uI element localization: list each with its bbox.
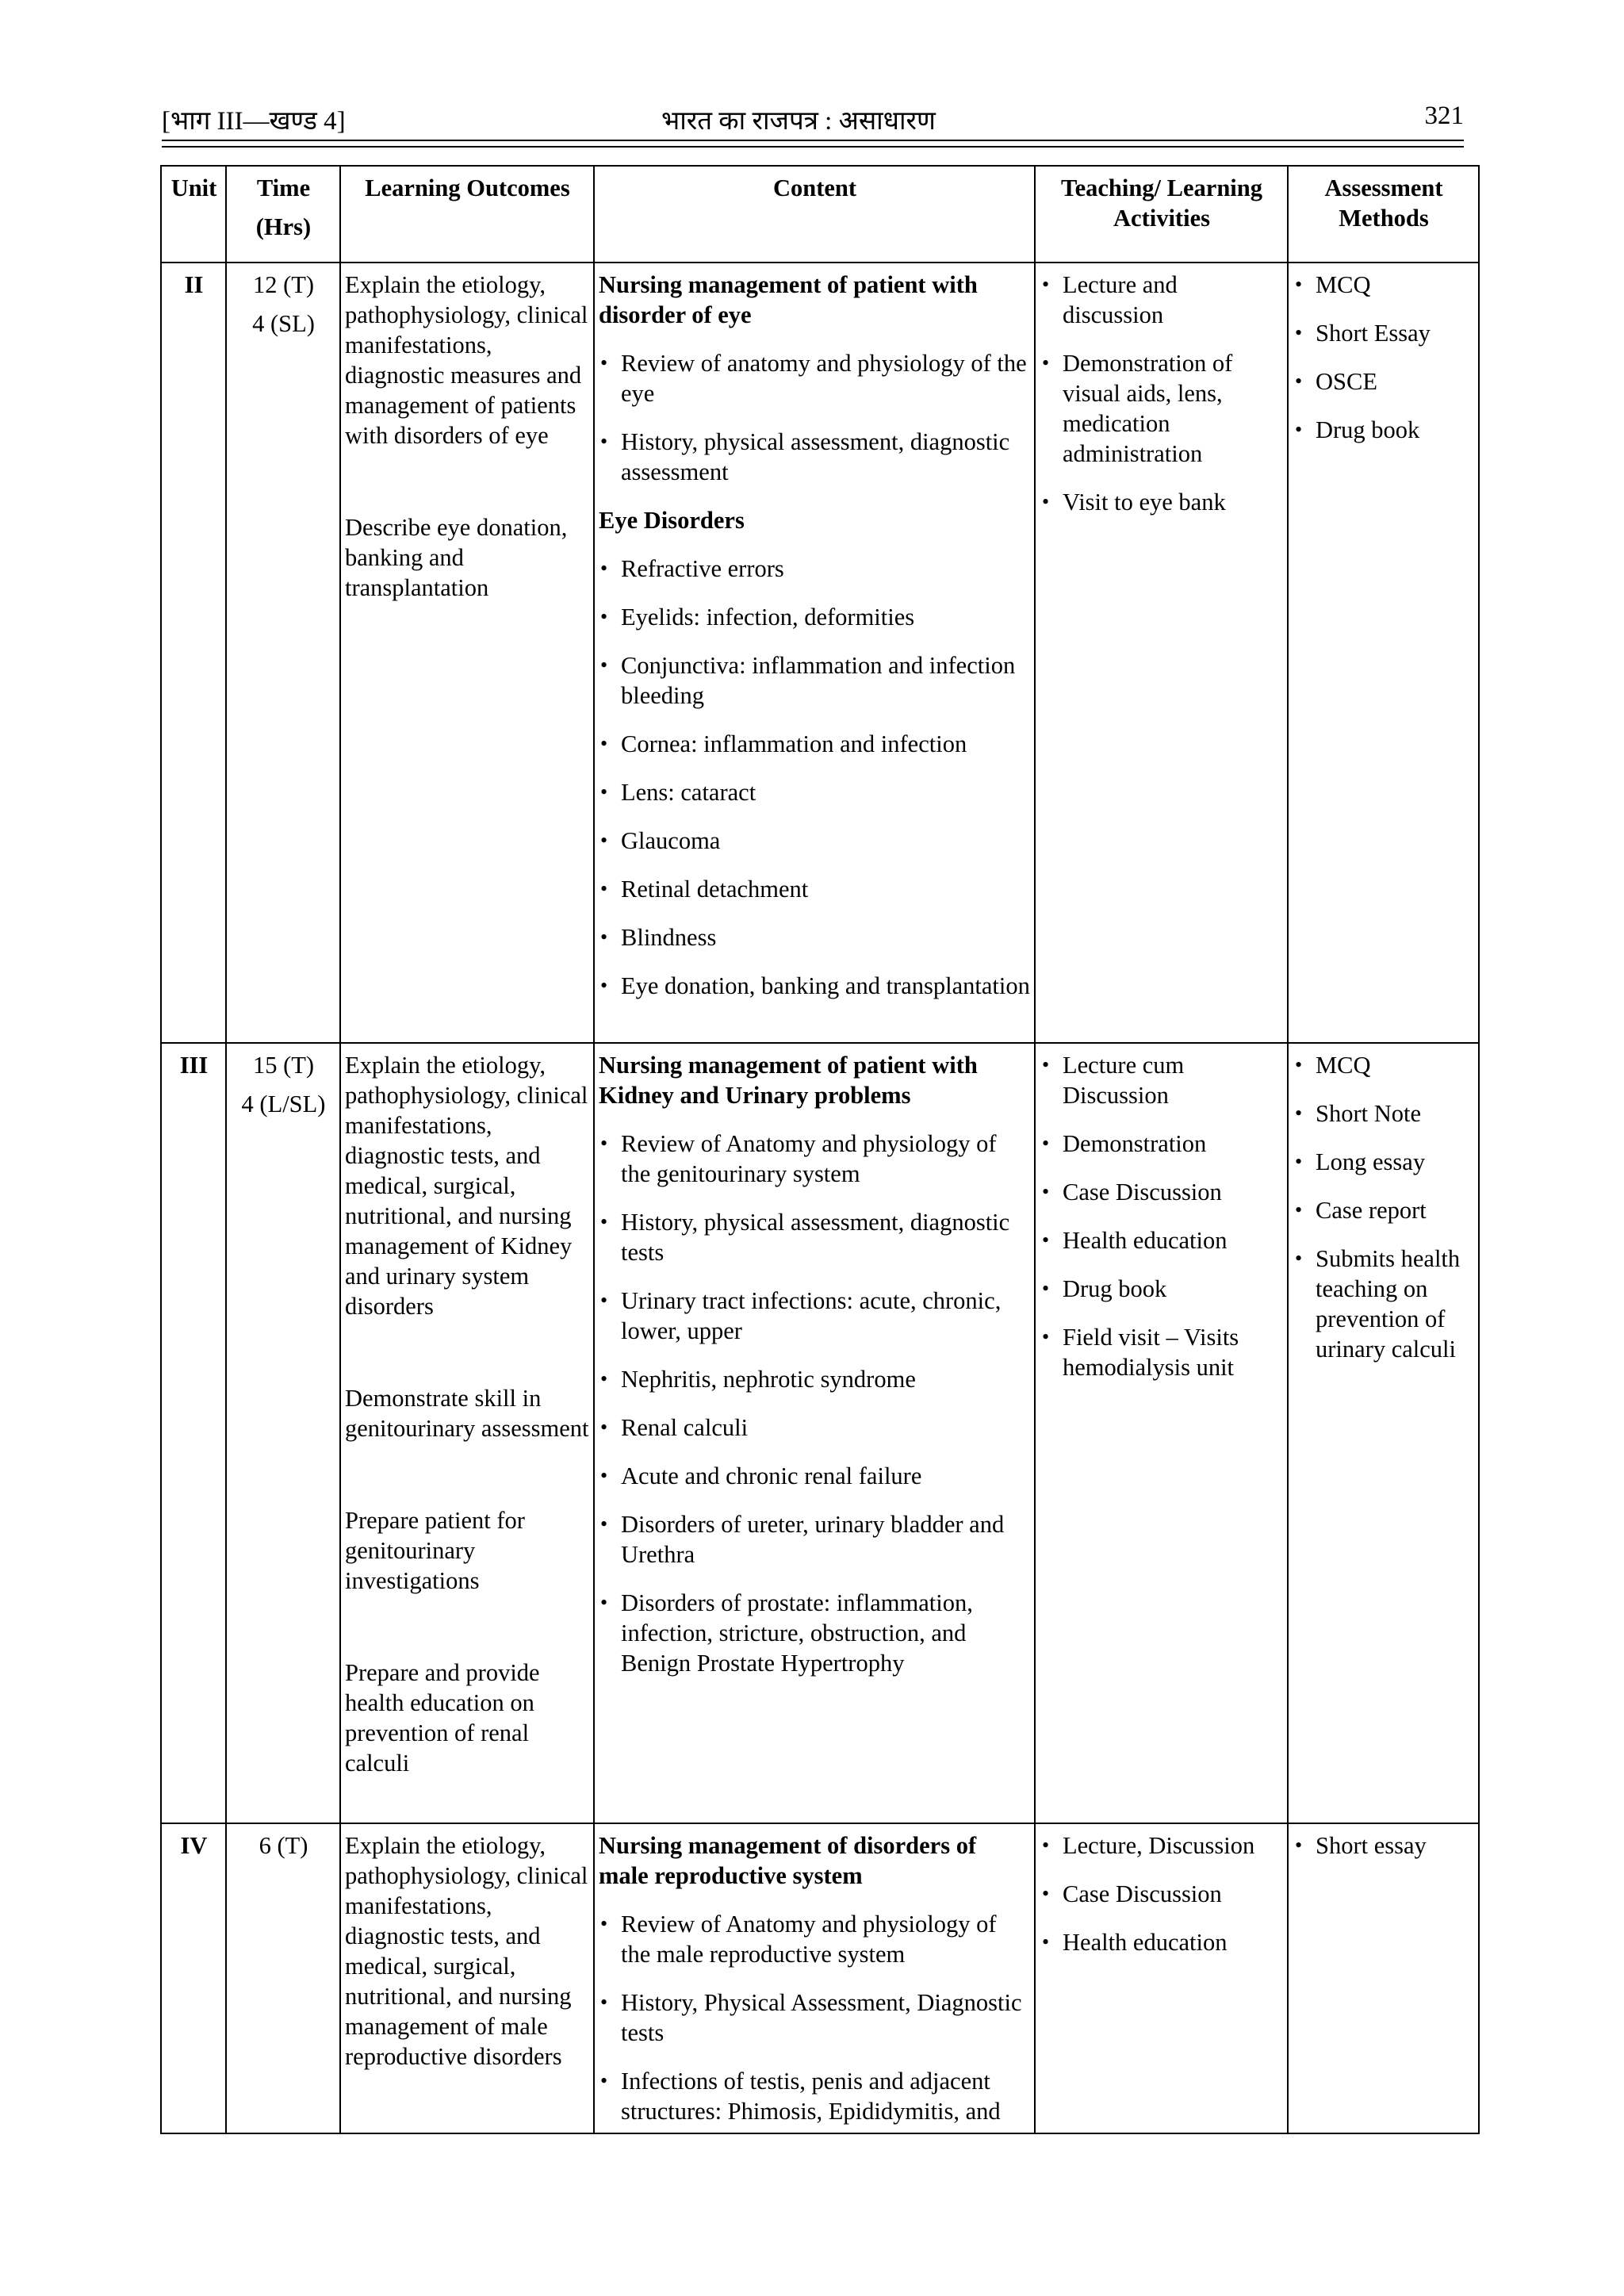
unit-cell: II	[161, 263, 226, 1043]
table-row	[161, 1043, 1479, 1823]
activities-cell	[1035, 263, 1288, 1043]
outcomes-cell	[340, 263, 594, 1043]
content-cell	[594, 263, 1035, 1043]
list-item: • Disorders of prostate: inflammation, infection, stricture, obstruction, and Benign Prostate Hypertrophy	[599, 1588, 1031, 1678]
time-practical: 4 (SL)	[252, 310, 315, 337]
header-rule-bottom	[162, 146, 1464, 148]
list-item: • Lecture and discussion	[1040, 270, 1284, 330]
unit-cell: IV	[161, 1823, 226, 2133]
col-header-activities: Teaching/ Learning Activities	[1035, 166, 1288, 263]
list-item: • Retinal detachment	[599, 874, 1031, 904]
header-section: [भाग III—खण्ड 4]	[162, 107, 346, 136]
time-practical: 4 (L/SL)	[241, 1091, 326, 1117]
col-header-time-unit: (Hrs)	[255, 213, 312, 240]
assessment-cell	[1288, 1043, 1479, 1823]
list-item: • Visit to eye bank	[1040, 487, 1284, 517]
list-item: • Field visit – Visits hemodialysis unit	[1040, 1322, 1284, 1382]
list-item: • OSCE	[1293, 366, 1475, 397]
list-item: • Health education	[1040, 1927, 1284, 1957]
col-header-outcomes: Learning Outcomes	[340, 166, 594, 263]
list-item: • History, physical assessment, diagnostic assessment	[599, 427, 1031, 487]
col-header-time	[226, 166, 340, 263]
page-number: 321	[1424, 102, 1464, 130]
assessment-cell	[1288, 263, 1479, 1043]
outcome-text: Explain the etiology, pathophysiology, clinical manifestations, diagnostic tests, and medical, surgical, nutritional, and nursing management of Kidney and urinary system disorders	[345, 1052, 588, 1320]
list-item: • History, physical assessment, diagnostic tests	[599, 1207, 1031, 1267]
outcome-text: Describe eye donation, banking and transplantation	[345, 514, 568, 601]
list-item: • Review of Anatomy and physiology of the male reproductive system	[599, 1909, 1031, 1969]
table-header-row	[161, 166, 1479, 263]
outcome-text: Explain the etiology, pathophysiology, clinical manifestations, diagnostic tests, and medical, surgical, nutritional, and nursing management of male reproductive disorders	[345, 1832, 588, 2070]
activities-list	[1040, 1830, 1284, 1957]
content-list	[599, 348, 1031, 487]
content-title: Nursing management of patient with disorder of eye	[599, 271, 978, 328]
list-item: • Short Note	[1293, 1098, 1475, 1129]
list-item: • Short essay	[1293, 1830, 1475, 1861]
activities-list	[1040, 1050, 1284, 1382]
assessment-cell	[1288, 1823, 1479, 2133]
list-item: • Renal calculi	[599, 1412, 1031, 1443]
list-item: • Submits health teaching on prevention of urinary calculi	[1293, 1244, 1475, 1364]
time-theory: 6 (T)	[259, 1832, 308, 1859]
activities-cell	[1035, 1043, 1288, 1823]
list-item: • Lens: cataract	[599, 777, 1031, 807]
assessment-list	[1293, 1050, 1475, 1364]
col-header-assessment: Assessment Methods	[1288, 166, 1479, 263]
time-cell	[226, 1043, 340, 1823]
activities-list	[1040, 270, 1284, 517]
list-item: • Review of Anatomy and physiology of the genitourinary system	[599, 1129, 1031, 1189]
content-title: Nursing management of disorders of male reproductive system	[599, 1832, 977, 1889]
col-header-time-label: Time	[256, 174, 311, 201]
unit-cell: III	[161, 1043, 226, 1823]
list-item: • Drug book	[1040, 1274, 1284, 1304]
content-cell	[594, 1823, 1035, 2133]
assessment-list	[1293, 1830, 1475, 1861]
time-theory: 15 (T)	[252, 1052, 315, 1079]
list-item: • Case Discussion	[1040, 1879, 1284, 1909]
list-item: • Conjunctiva: inflammation and infection bleeding	[599, 650, 1031, 711]
table-row	[161, 263, 1479, 1043]
outcome-text: Demonstrate skill in genitourinary assessment	[345, 1385, 589, 1442]
list-item: • Demonstration	[1040, 1129, 1284, 1159]
header-rule-top	[162, 140, 1464, 141]
content-title: Nursing management of patient with Kidney and Urinary problems	[599, 1052, 978, 1109]
list-item: • Lecture cum Discussion	[1040, 1050, 1284, 1110]
curriculum-table	[160, 165, 1480, 2134]
outcomes-cell	[340, 1043, 594, 1823]
page-header	[162, 102, 1464, 136]
col-header-content: Content	[594, 166, 1035, 263]
time-cell	[226, 1823, 340, 2133]
list-item: • Acute and chronic renal failure	[599, 1461, 1031, 1491]
list-item: • Case report	[1293, 1195, 1475, 1225]
outcome-text: Explain the etiology, pathophysiology, clinical manifestations, diagnostic measures and management of patients with disorders of eye	[345, 271, 588, 449]
list-item: • Health education	[1040, 1225, 1284, 1255]
outcomes-cell	[340, 1823, 594, 2133]
list-item: • Nephritis, nephrotic syndrome	[599, 1364, 1031, 1394]
content-subtitle: Eye Disorders	[599, 507, 745, 534]
content-list	[599, 554, 1031, 1001]
col-header-unit: Unit	[161, 166, 226, 263]
list-item: • Cornea: inflammation and infection	[599, 729, 1031, 759]
list-item: • Urinary tract infections: acute, chronic, lower, upper	[599, 1286, 1031, 1346]
list-item: • Infections of testis, penis and adjacent structures: Phimosis, Epididymitis, and	[599, 2066, 1031, 2126]
outcome-text: Prepare and provide health education on prevention of renal calculi	[345, 1659, 540, 1777]
list-item: • Disorders of ureter, urinary bladder and Urethra	[599, 1509, 1031, 1570]
activities-cell	[1035, 1823, 1288, 2133]
time-theory: 12 (T)	[252, 271, 315, 298]
table-row	[161, 1823, 1479, 2133]
list-item: • Glaucoma	[599, 826, 1031, 856]
list-item: • Demonstration of visual aids, lens, medication administration	[1040, 348, 1284, 469]
time-cell	[226, 263, 340, 1043]
list-item: • Eye donation, banking and transplantation	[599, 971, 1031, 1001]
list-item: • Lecture, Discussion	[1040, 1830, 1284, 1861]
list-item: • Blindness	[599, 922, 1031, 953]
assessment-list	[1293, 270, 1475, 445]
list-item: • Case Discussion	[1040, 1177, 1284, 1207]
list-item: • Long essay	[1293, 1147, 1475, 1177]
outcome-text: Prepare patient for genitourinary investigations	[345, 1507, 525, 1594]
list-item: • History, Physical Assessment, Diagnostic tests	[599, 1987, 1031, 2048]
list-item: • Eyelids: infection, deformities	[599, 602, 1031, 632]
list-item: • Refractive errors	[599, 554, 1031, 584]
list-item: • Short Essay	[1293, 318, 1475, 348]
header-gazette-title: भारत का राजपत्र : असाधारण	[661, 107, 936, 136]
list-item: • MCQ	[1293, 1050, 1475, 1080]
list-item: • Drug book	[1293, 415, 1475, 445]
content-list	[599, 1129, 1031, 1678]
content-cell	[594, 1043, 1035, 1823]
content-list	[599, 1909, 1031, 2126]
list-item: • MCQ	[1293, 270, 1475, 300]
list-item: • Review of anatomy and physiology of the eye	[599, 348, 1031, 408]
